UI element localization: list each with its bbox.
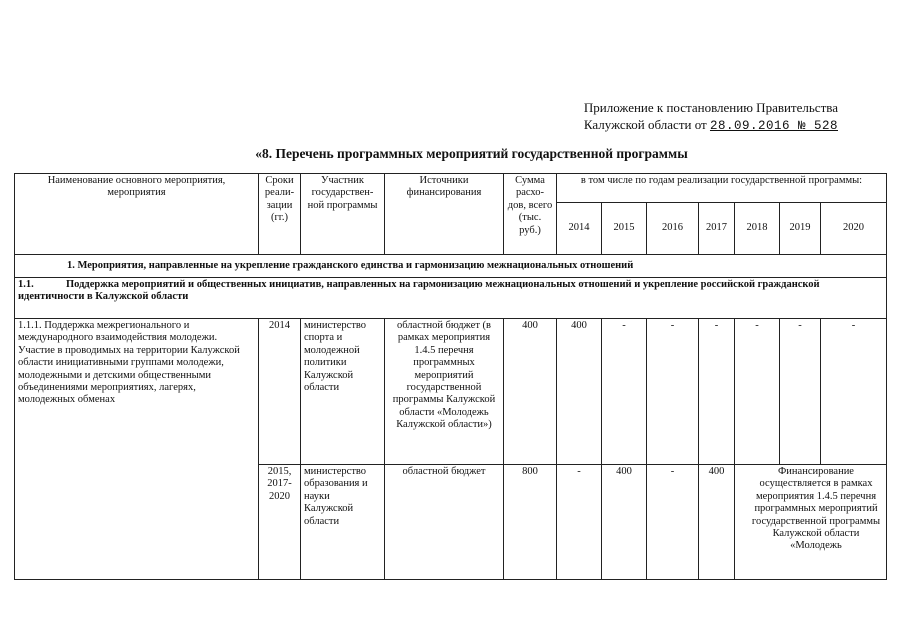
row-1-year-2016: - xyxy=(647,319,699,465)
header-year-2015: 2015 xyxy=(602,203,647,255)
header-participant: Участник государствен-ной программы xyxy=(301,174,385,255)
header-year-2018: 2018 xyxy=(735,203,780,255)
header-years-group: в том числе по годам реализации государственной программы: xyxy=(557,174,887,203)
row-1-name: 1.1.1. Поддержка межрегионального и международного взаимодействия молодежи. Участие в проводимых на территории Калужской области инициативными группами молодежи, молодежными и детскими общественными объединениями мероприятиях, лагерях, молодежных обменах xyxy=(15,319,259,580)
section-1-number: 1. xyxy=(67,259,75,271)
row-1-year-2019: - xyxy=(780,319,821,465)
row-2-sources: областной бюджет xyxy=(385,465,504,580)
header-name: Наименование основного мероприятия, мероприятия xyxy=(15,174,259,255)
row-2-year-2016: - xyxy=(647,465,699,580)
row-2-terms: 2015, 2017-2020 xyxy=(259,465,301,580)
subsection-number: 1.1. xyxy=(18,279,34,290)
program-measures-table xyxy=(14,173,887,580)
row-2-sum: 800 xyxy=(504,465,557,580)
row-1-year-2018: - xyxy=(735,319,780,465)
subsection-title: Поддержка мероприятий и общественных инициатив, направленных на гармонизацию межнациональных отношений и укрепление российской гражданской идентичности в Калужской области xyxy=(18,279,820,303)
row-2-participant: министерство образования и науки Калужской области xyxy=(301,465,385,580)
header-sum: Сумма расхо-дов, всего (тыс. руб.) xyxy=(504,174,557,255)
subsection-row xyxy=(15,278,887,319)
appendix-date-number: 28.09.2016 № 528 xyxy=(709,119,838,133)
section-1-title: Мероприятия, направленные на укрепление гражданского единства и гармонизацию межнациональных отношений xyxy=(77,259,634,271)
appendix-prefix: Калужской области от xyxy=(583,117,707,132)
row-1-year-2015: - xyxy=(602,319,647,465)
row-1-sources: областной бюджет (в рамках мероприятия 1.4.5 перечня программных мероприятий государственной программы Калужской области «Молодежь Калужской области») xyxy=(385,319,504,465)
header-year-2019: 2019 xyxy=(780,203,821,255)
appendix-header xyxy=(584,99,838,135)
section-1-row xyxy=(15,255,887,278)
row-1-terms: 2014 xyxy=(259,319,301,465)
row-1-sum: 400 xyxy=(504,319,557,465)
subsection-cell xyxy=(15,278,887,319)
header-year-2017: 2017 xyxy=(699,203,735,255)
row-1-year-2020: - xyxy=(821,319,887,465)
row-1-year-2017: - xyxy=(699,319,735,465)
section-1-cell xyxy=(15,255,887,278)
header-row-1 xyxy=(15,174,887,203)
appendix-line2 xyxy=(584,116,838,135)
header-year-2020: 2020 xyxy=(821,203,887,255)
row-2-financing-note: Финансирование осуществляется в рамках мероприятия 1.4.5 перечня программных мероприятий государственной программы Калужской области «Молодежь xyxy=(735,465,887,580)
document-title: «8. Перечень программных мероприятий государственной программы xyxy=(255,146,688,161)
row-2-year-2014: - xyxy=(557,465,602,580)
appendix-line1: Приложение к постановлению Правительства xyxy=(583,100,838,115)
header-terms: Сроки реали-зации (гг.) xyxy=(259,174,301,255)
row-1-participant: министерство спорта и молодежной политики Калужской области xyxy=(301,319,385,465)
row-2-year-2017: 400 xyxy=(699,465,735,580)
table-row xyxy=(15,319,887,465)
header-sources: Источники финансирования xyxy=(385,174,504,255)
header-year-2014: 2014 xyxy=(557,203,602,255)
header-year-2016: 2016 xyxy=(647,203,699,255)
row-2-year-2015: 400 xyxy=(602,465,647,580)
row-1-year-2014: 400 xyxy=(557,319,602,465)
